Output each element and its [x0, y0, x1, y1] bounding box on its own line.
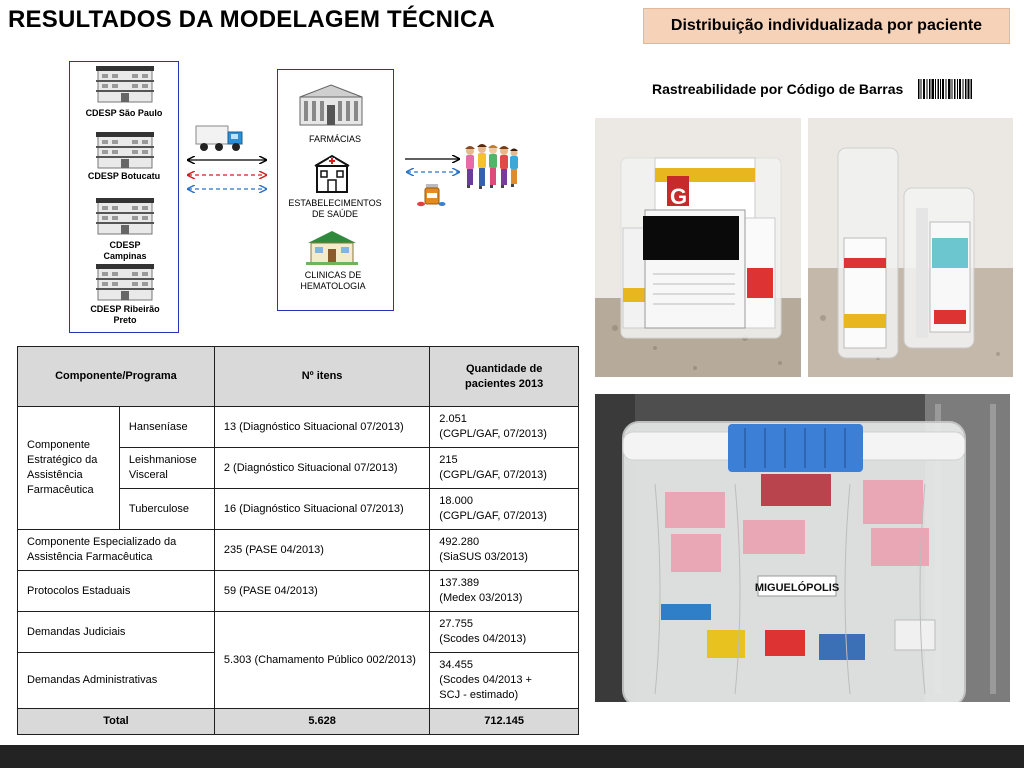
program-cell: Componente Especializado da Assistência Farmacêutica: [18, 530, 215, 571]
medicine-icon: [416, 182, 446, 208]
table-total-row: [18, 709, 579, 735]
distribution-arrows: [184, 150, 270, 196]
total-label: Total: [18, 709, 215, 735]
building-icon: [96, 132, 154, 170]
table-row: [18, 407, 579, 448]
items-cell: 16 (Diagnóstico Situacional 07/2013): [214, 489, 429, 530]
program-cell: Leishmaniose Visceral: [119, 448, 214, 489]
barcode-icon: [917, 78, 973, 100]
photo-delivery-box: [595, 394, 1010, 702]
items-cell: 2 (Diagnóstico Situacional 07/2013): [214, 448, 429, 489]
section-subtitle: Distribuição individualizada por paciente: [643, 8, 1010, 44]
building-icon: [96, 264, 154, 302]
source-label: CDESP Campinas: [103, 240, 147, 261]
program-cell: Demandas Judiciais: [18, 612, 215, 653]
column-header: Nº itens: [214, 347, 429, 407]
building-icon: [96, 198, 154, 236]
items-cell: 235 (PASE 04/2013): [214, 530, 429, 571]
column-header: Componente/Programa: [18, 347, 215, 407]
patients-cell: 137.389 (Medex 03/2013): [430, 571, 579, 612]
hospital-icon: [312, 154, 352, 194]
box-label: MIGUELÓPOLIS: [754, 582, 840, 594]
clinic-icon: [306, 229, 358, 265]
patients-group-icon: [462, 141, 520, 201]
program-cell: Tuberculose: [119, 489, 214, 530]
patients-cell: 18.000 (CGPL/GAF, 07/2013): [430, 489, 579, 530]
source-label: CDESP Ribeirão Preto: [90, 304, 160, 325]
items-cell: 5.303 (Chamamento Público 002/2013): [214, 612, 429, 709]
patients-cell: 492.280 (SiaSUS 03/2013): [430, 530, 579, 571]
pharmacy-building-icon: [296, 83, 366, 127]
photo-medication-bundle-front: [595, 118, 801, 377]
patients-cell: 2.051 (CGPL/GAF, 07/2013): [430, 407, 579, 448]
items-cell: 13 (Diagnóstico Situacional 07/2013): [214, 407, 429, 448]
building-icon: [96, 66, 154, 104]
table-row: [18, 530, 579, 571]
program-cell: Demandas Administrativas: [18, 653, 215, 709]
items-cell: 59 (PASE 04/2013): [214, 571, 429, 612]
photo-medication-bundle-side: [808, 118, 1013, 377]
total-patients: 712.145: [430, 709, 579, 735]
source-label: CDESP Botucatu: [87, 171, 161, 181]
column-header: Quantidade de pacientes 2013: [430, 347, 579, 407]
table-row: [18, 571, 579, 612]
table-header-row: [18, 347, 579, 407]
source-label: CDESP São Paulo: [85, 108, 163, 118]
program-cell: Hanseníase: [119, 407, 214, 448]
patients-table: [17, 346, 579, 735]
svg-text:G: G: [670, 184, 688, 209]
table-row: [18, 612, 579, 653]
group-cell: Componente Estratégico da Assistência Farmacêutica: [18, 407, 120, 530]
destination-label: FARMÁCIAS: [308, 134, 361, 144]
traceability-row: [652, 78, 973, 100]
traceability-label: Rastreabilidade por Código de Barras: [652, 81, 904, 97]
total-items: 5.628: [214, 709, 429, 735]
patients-cell: 34.455 (Scodes 04/2013 + SCJ - estimado): [430, 653, 579, 709]
program-cell: Protocolos Estaduais: [18, 571, 215, 612]
delivery-arrows: [403, 150, 463, 180]
patients-cell: 27.755 (Scodes 04/2013): [430, 612, 579, 653]
footer-bar: [0, 745, 1024, 768]
destination-label: CLINICAS DE HEMATOLOGIA: [300, 270, 366, 291]
destination-label: ESTABELECIMENTOS DE SAÚDE: [288, 198, 382, 219]
page-title: RESULTADOS DA MODELAGEM TÉCNICA: [8, 6, 496, 33]
patients-cell: 215 (CGPL/GAF, 07/2013): [430, 448, 579, 489]
